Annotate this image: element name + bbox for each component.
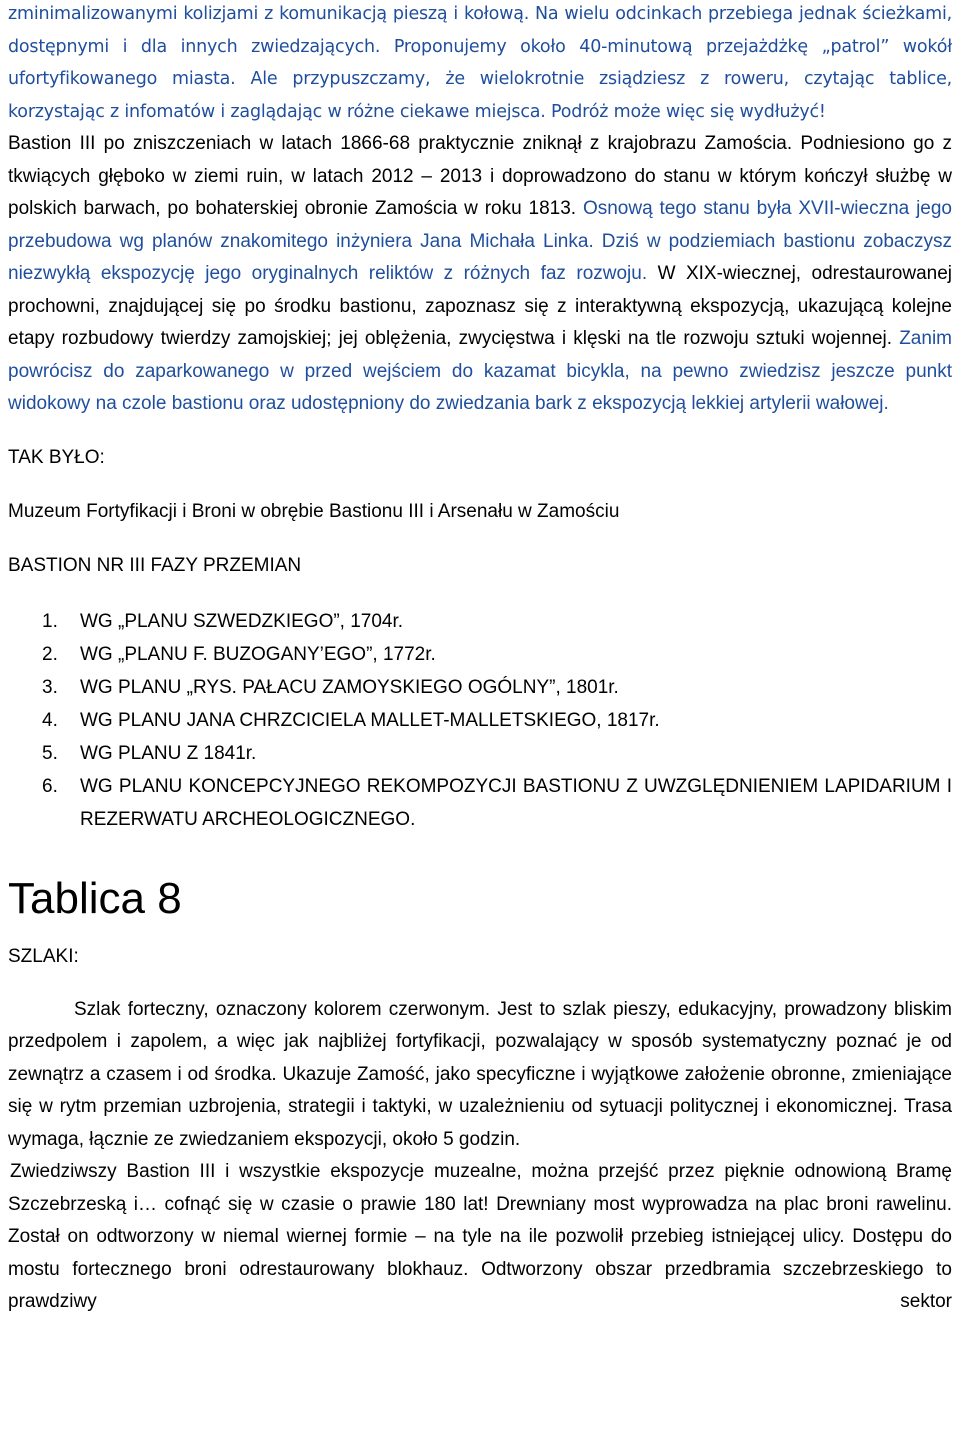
list-item bbox=[8, 671, 952, 704]
intro-p1-text: zminimalizowanymi kolizjami z komunikacją pieszą i kołową. bbox=[8, 4, 530, 24]
list-item bbox=[8, 638, 952, 671]
page-title: Tablica 8 bbox=[8, 873, 182, 923]
list-item-number: 5. bbox=[42, 742, 58, 764]
list-item-text: WG „PLANU F. BUZOGANY’EGO”, 1772r. bbox=[80, 643, 436, 665]
szlak-paragraph-2: Zwiedziwszy Bastion III i wszystkie ekspozycje muzealne, można przejść przez pięknie odnowioną Bramę Szczebrzeską i… cofnąć się w czasie o prawie 180 lat! Drewniany most wyprowadza na plac broni rawelinu. Został on odtworzony w niemal wiernej formie – na tyle na ile pozwolił przebieg istniejącej ulicy. Dostępu do mostu fortecznego broni odrestaurowany blokhauz. Odtworzony obszar przedbramia szczebrzeskiego to prawdziwy sektor bbox=[8, 1161, 952, 1312]
list-item-number: 6. bbox=[42, 775, 58, 797]
list-item-text: WG PLANU Z 1841r. bbox=[80, 742, 257, 764]
intro-paragraph-1 bbox=[8, 0, 952, 128]
intro-p1-text-cont: Na wielu odcinkach przebiega jednak ścieżkami, dostępnymi i dla innych zwiedzających. Proponujemy około 40-minutową przejażdżkę „patrol” wokół ufortyfikowanego miasta. Ale przypuszczamy, że wielokrotnie zsiądziesz z roweru, czytając tablice, korzystając z infomatów i zaglądając w różne ciekawe miejsca. Podróż może więc się wydłużyć! bbox=[8, 4, 952, 122]
intro-paragraph-2 bbox=[8, 128, 952, 421]
list-item-text: WG „PLANU SZWEDZKIEGO”, 1704r. bbox=[80, 610, 404, 632]
list-item bbox=[8, 770, 952, 836]
list-item bbox=[8, 737, 952, 770]
list-item-text: WG PLANU „RYS. PAŁACU ZAMOYSKIEGO OGÓLNY”, 1801r. bbox=[80, 676, 619, 698]
list-item bbox=[8, 704, 952, 737]
list-item-number: 3. bbox=[42, 676, 58, 698]
list-item bbox=[8, 605, 952, 638]
tak-bylo-heading: TAK BYŁO: bbox=[8, 446, 105, 468]
list-item-number: 4. bbox=[42, 709, 58, 731]
list-item-number: 2. bbox=[42, 643, 58, 665]
intro-p2-text: Bastion III po zniszczeniach w latach 1866-68 praktycznie zniknął z krajobrazu Zamościa. Podniesiono go z tkwiących głęboko w ziemi ruin, w latach 2012 – 2013 i doprowadzono do stanu w którym kończył służbę w polskich barwach, po bohaterskiej obronie Zamościa w roku 1813. bbox=[8, 133, 952, 219]
phases-heading: BASTION NR III FAZY PRZEMIAN bbox=[8, 554, 302, 576]
szlak-paragraph-1: Szlak forteczny, oznaczony kolorem czerwonym. Jest to szlak pieszy, edukacyjny, prowadzony bliskim przedpolem i zapolem, a więc jak najbliżej fortyfikacji, pozwalający w sposób systematyczny poznać je od zewnątrz a czasem i od środka. Ukazuje Zamość, jako specyficzne i wyjątkowe założenie obronne, zmieniające się w rytm przemian uzbrojenia, strategii i taktyki, w uzależnieniu od sytuacji politycznej i ekonomicznej. Trasa wymaga, łącznie ze zwiedzaniem ekspozycji, około 5 godzin. bbox=[8, 998, 952, 1150]
szlaki-label: SZLAKI: bbox=[8, 945, 79, 967]
intro-p2-blue-text: Osnową tego stanu była XVII-wieczna jego przebudowa wg planów znakomitego inżyniera Jana Michała Linka. bbox=[8, 198, 952, 252]
intro-p2-blue-text-3: Zanim powrócisz do zaparkowanego w przed wejściem do kazamat bicykla, na pewno zwiedzisz jeszcze punkt widokowy na czole bastionu oraz udostępniony do zwiedzania bark z ekspozycją lekkiej artylerii wałowej. bbox=[8, 328, 952, 414]
intro-p2-blue-text-2: Dziś w podziemiach bastionu zobaczysz niezwykłą ekspozycję jego oryginalnych reliktów z różnych faz rozwoju. bbox=[8, 230, 952, 284]
phases-list bbox=[8, 605, 952, 836]
list-item-text: WG PLANU JANA CHRZCICIELA MALLET-MALLETSKIEGO, 1817r. bbox=[80, 709, 660, 731]
museum-name: Muzeum Fortyfikacji i Broni w obrębie Bastionu III i Arsenału w Zamościu bbox=[8, 500, 620, 522]
list-item-text: WG PLANU KONCEPCYJNEGO REKOMPOZYCJI BASTIONU Z UWZGLĘDNIENIEM LAPIDARIUM I REZERWATU ARCHEOLOGICZNEGO. bbox=[80, 775, 952, 830]
intro-p2-text-2: W XIX-wiecznej, odrestaurowanej prochowni, znajdującej się po środku bastionu, zapoznasz się z interaktywną ekspozycją, ukazującą kolejne etapy rozbudowy twierdzy zamojskiej; jej oblężenia, zwycięstwa i klęski na tle rozwoju sztuki wojennej. bbox=[8, 263, 952, 349]
list-item-number: 1. bbox=[42, 610, 58, 632]
